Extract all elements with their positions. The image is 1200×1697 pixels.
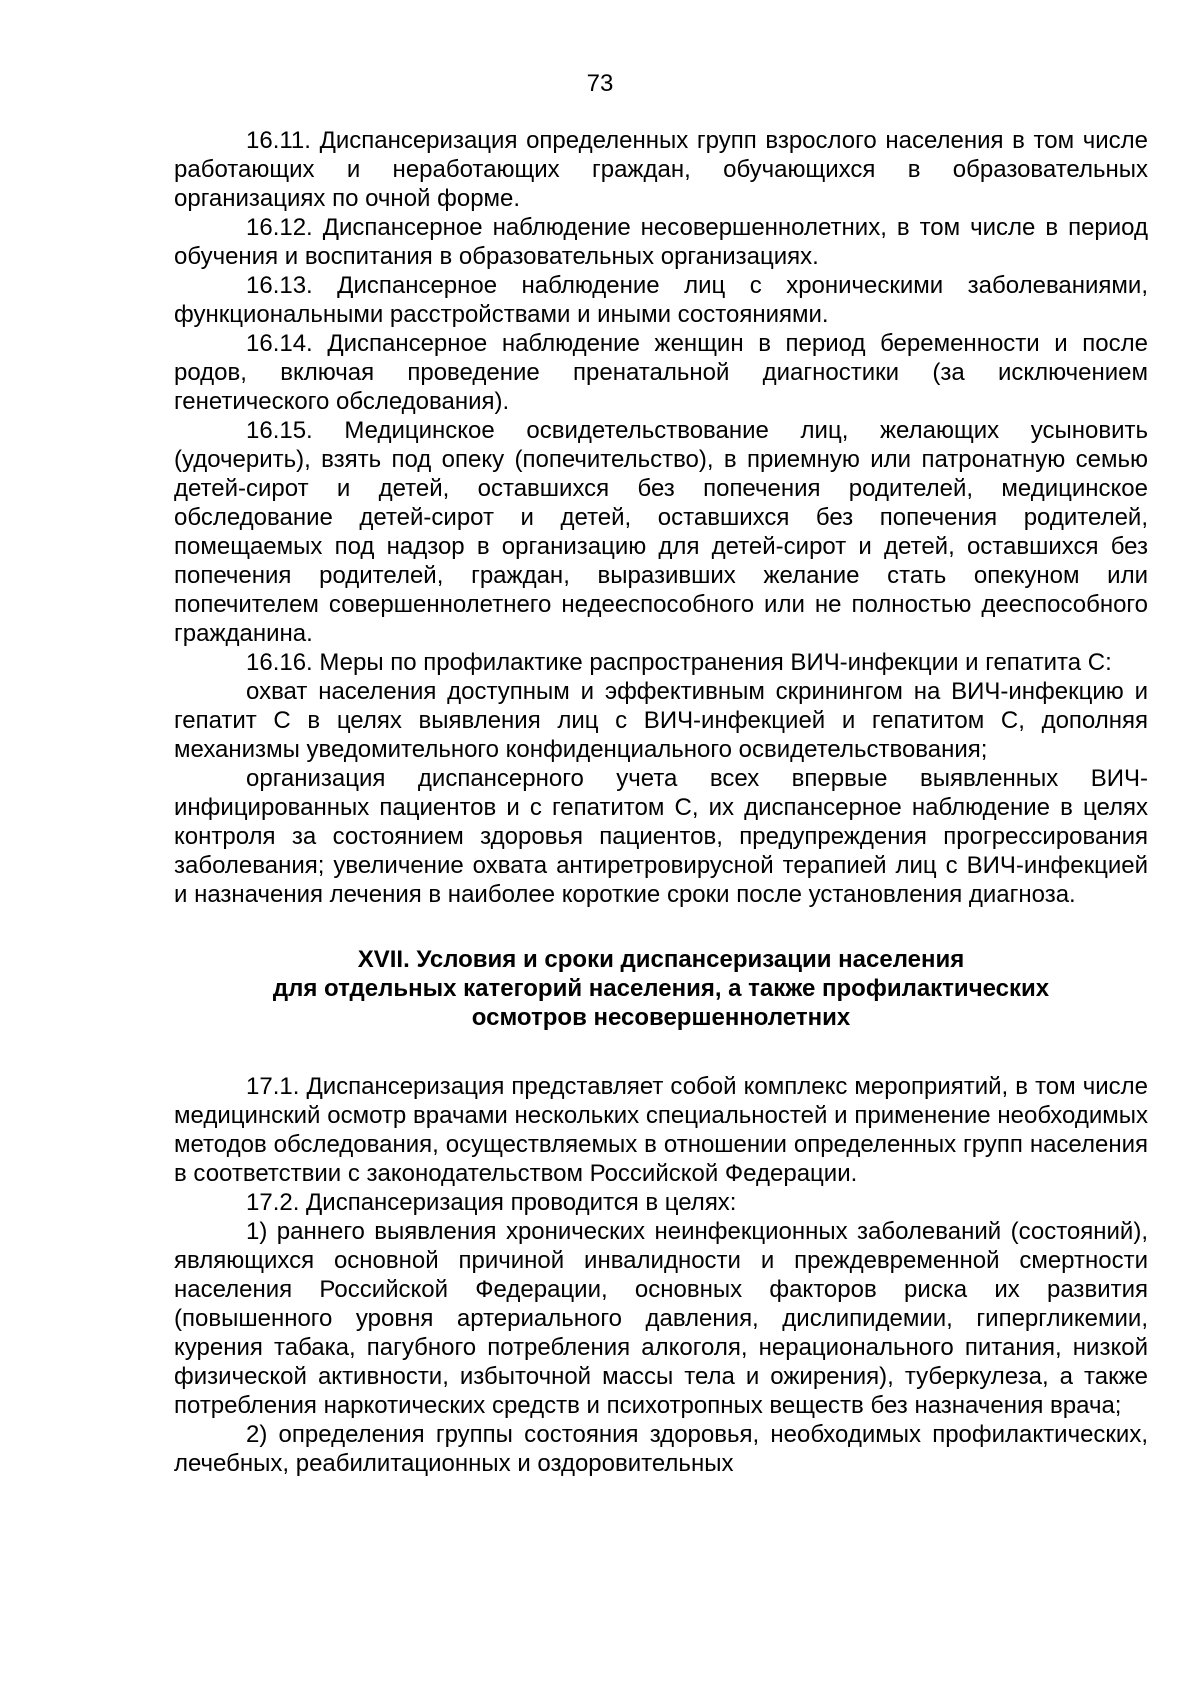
page-number: 73 xyxy=(586,70,614,97)
paragraph-17-2: 17.2. Диспансеризация проводится в целях: xyxy=(246,1189,737,1216)
paragraph-17-2-item-1: 1) раннего выявления хронических неинфекционных заболеваний (состояний), являющихся основной причиной инвалидности и преждевременной смертности населения Российской Федерации, основных факторов риска их развития (повышенного уровня артериального давления, дислипидемии, гипергликемии, курения табака, пагубного потребления алкоголя, нерационального питания, низкой физической активности, избыточной массы тела и ожирения), туберкулеза, а также потребления наркотических средств и психотропных веществ без назначения врача; xyxy=(174,1218,1148,1419)
paragraph-17-2-item-2: 2) определения группы состояния здоровья, необходимых профилактических, лечебных, реабилитационных и оздоровительных xyxy=(174,1421,1148,1477)
paragraph-16-12: 16.12. Диспансерное наблюдение несовершеннолетних, в том числе в период обучения и воспитания в образовательных организациях. xyxy=(174,214,1148,270)
paragraph-16-15: 16.15. Медицинское освидетельствование лиц, желающих усыновить (удочерить), взять под опеку (попечительство), в приемную или патронатную семью детей-сирот и детей, оставшихся без попечения родителей, медицинское обследование детей-сирот и детей, оставшихся без попечения родителей, помещаемых под надзор в организацию для детей-сирот и детей, оставшихся без попечения родителей, граждан, выразивших желание стать опекуном или попечителем совершеннолетнего недееспособного или не полностью дееспособного гражданина. xyxy=(174,417,1148,647)
paragraph-16-13: 16.13. Диспансерное наблюдение лиц с хроническими заболеваниями, функциональными расстройствами и иными состояниями. xyxy=(174,272,1148,328)
section-heading xyxy=(174,945,1148,1032)
section-heading-line-1: XVII. Условия и сроки диспансеризации населения xyxy=(357,946,965,973)
paragraph-16-16: 16.16. Меры по профилактике распространения ВИЧ-инфекции и гепатита С: xyxy=(246,649,1112,676)
document-body xyxy=(174,126,1148,1478)
section-heading-line-3: осмотров несовершеннолетних xyxy=(471,1004,851,1031)
paragraph-hiv-screening: охват населения доступным и эффективным скринингом на ВИЧ-инфекцию и гепатит С в целях выявления лиц с ВИЧ-инфекцией и гепатитом С, дополняя механизмы уведомительного конфиденциального освидетельствования; xyxy=(174,678,1148,763)
paragraph-17-1: 17.1. Диспансеризация представляет собой комплекс мероприятий, в том числе медицинский осмотр врачами нескольких специальностей и применение необходимых методов обследования, осуществляемых в отношении определенных групп населения в соответствии с законодательством Российской Федерации. xyxy=(174,1073,1148,1187)
section-heading-line-2: для отдельных категорий населения, а также профилактических xyxy=(272,975,1050,1002)
paragraph-16-11: 16.11. Диспансеризация определенных групп взрослого населения в том числе работающих и неработающих граждан, обучающихся в образовательных организациях по очной форме. xyxy=(174,127,1148,212)
paragraph-hiv-dispensary: организация диспансерного учета всех впервые выявленных ВИЧ-инфицированных пациентов и с гепатитом С, их диспансерное наблюдение в целях контроля за состоянием здоровья пациентов, предупреждения прогрессирования заболевания; увеличение охвата антиретровирусной терапией лиц с ВИЧ-инфекцией и назначения лечения в наиболее короткие сроки после установления диагноза. xyxy=(174,765,1148,908)
paragraph-16-14: 16.14. Диспансерное наблюдение женщин в период беременности и после родов, включая проведение пренатальной диагностики (за исключением генетического обследования). xyxy=(174,330,1148,415)
